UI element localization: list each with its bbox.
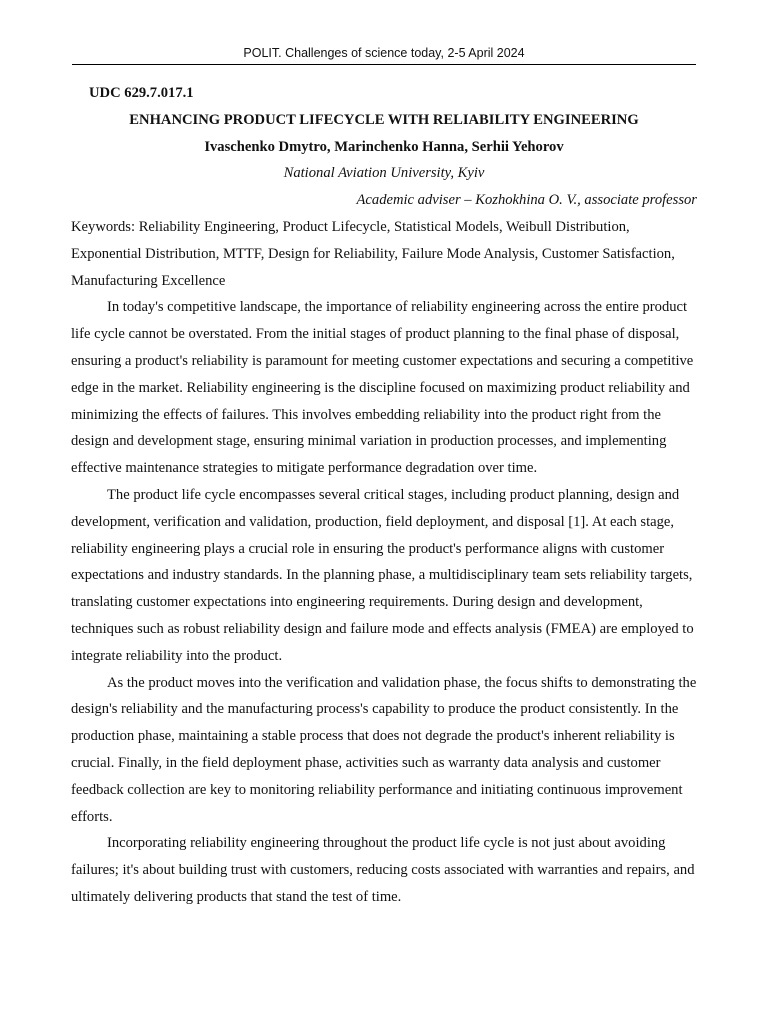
article-body xyxy=(71,80,697,911)
running-header: POLIT. Challenges of science today, 2-5 April 2024 xyxy=(243,46,525,60)
paragraph-1: In today's competitive landscape, the importance of reliability engineering across the entire product life cycle cannot be overstated. From the initial stages of product planning to the final phase of disposal, ensuring a product's reliability is paramount for meeting customer expectations and securing a competitive edge in the market. Reliability engineering is the discipline focused on maximizing product reliability and minimizing the effects of failures. This involves embedding reliability into the product right from the design and development stage, ensuring minimal variation in production processes, and implementing effective maintenance strategies to mitigate performance degradation over time. xyxy=(71,299,694,477)
paragraph-2: The product life cycle encompasses several critical stages, including product planning, design and development, verification and validation, production, field deployment, and disposal [1]. At each stage, reliability engineering plays a crucial role in ensuring the product's performance aligns with customer expectations and industry standards. In the planning phase, a multidisciplinary team sets reliability targets, translating customer expectations into engineering requirements. During design and development, techniques such as robust reliability design and failure mode and effects analysis (FMEA) are employed to integrate reliability into the product. xyxy=(71,486,694,664)
keywords: Keywords: Reliability Engineering, Product Lifecycle, Statistical Models, Weibull Distribution, Exponential Distribution, MTTF, Design for Reliability, Failure Mode Analysis, Customer Satisfaction, Manufacturing Excellence xyxy=(71,218,675,289)
academic-adviser: Academic adviser – Kozhokhina O. V., associate professor xyxy=(356,192,697,209)
affiliation: National Aviation University, Kyiv xyxy=(283,165,485,182)
header-rule xyxy=(72,64,696,65)
authors: Ivaschenko Dmytro, Marinchenko Hanna, Serhii Yehorov xyxy=(204,138,564,155)
article-title: ENHANCING PRODUCT LIFECYCLE WITH RELIABILITY ENGINEERING xyxy=(129,111,639,128)
paragraph-4: Incorporating reliability engineering throughout the product life cycle is not just about avoiding failures; it's about building trust with customers, reducing costs associated with warranties and repairs, and ultimately delivering products that stand the test of time. xyxy=(71,835,695,905)
udc-code: UDC 629.7.017.1 xyxy=(89,85,194,101)
paragraph-3: As the product moves into the verification and validation phase, the focus shifts to demonstrating the design's reliability and the manufacturing process's capability to produce the product consistently. In the production phase, maintaining a stable process that does not degrade the product's inherent reliability is crucial. Finally, in the field deployment phase, activities such as warranty data analysis and customer feedback collection are key to monitoring reliability performance and initiating continuous improvement efforts. xyxy=(71,674,697,825)
